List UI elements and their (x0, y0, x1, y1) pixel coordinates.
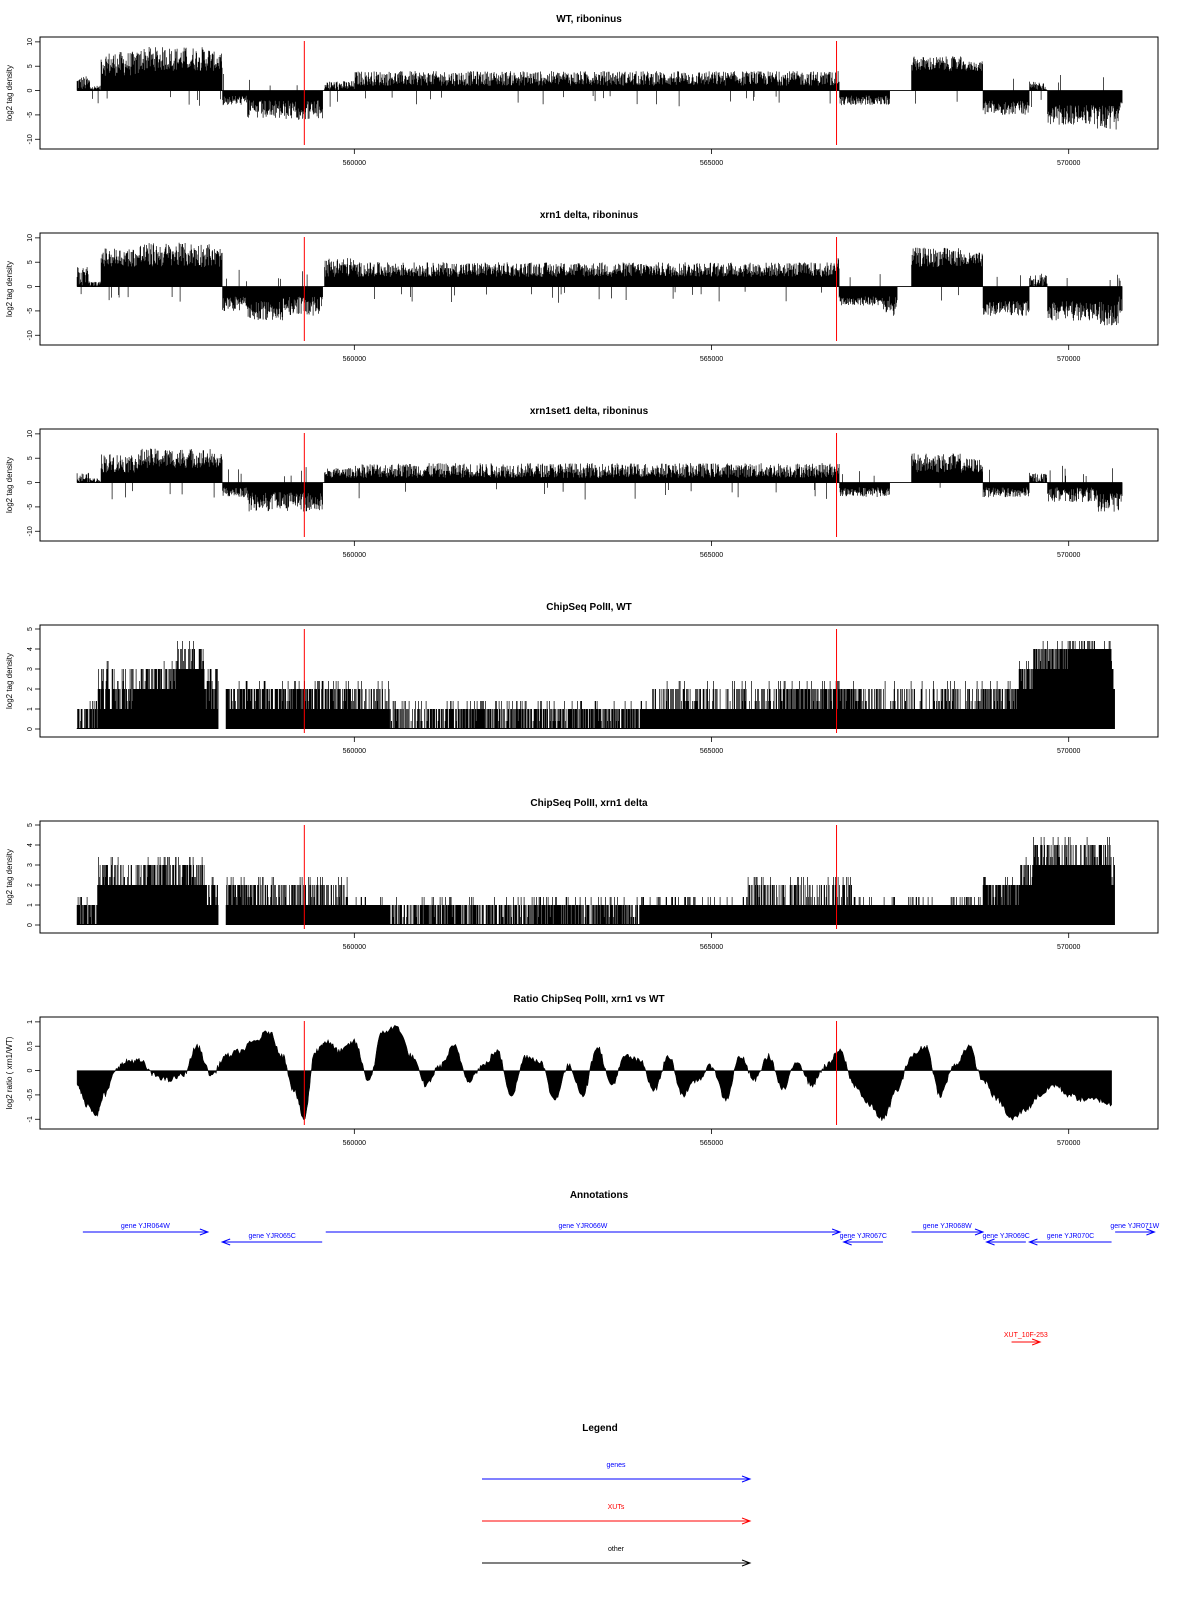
signal-bars (77, 449, 1122, 512)
chart-title: xrn1 delta, riboninus (539, 210, 639, 221)
x-tick-label: 565000 (699, 356, 724, 363)
gene-label: gene YJR067C (839, 1233, 887, 1240)
y-tick-label: 1 (27, 707, 34, 711)
x-tick-label: 565000 (699, 1140, 724, 1147)
series-data (77, 449, 1122, 512)
gene-label: gene YJR064W (120, 1223, 170, 1230)
annotations-panel (83, 1190, 1160, 1345)
chart-title: WT, riboninus (556, 14, 622, 25)
y-axis-label: log2 tag density (5, 64, 14, 122)
xut-feature (1004, 1332, 1048, 1345)
y-tick-label: 2 (27, 687, 34, 691)
y-axis (27, 38, 40, 144)
x-axis (343, 541, 1081, 559)
y-tick-label: 0 (27, 88, 34, 93)
gene-label: gene YJR070C (1046, 1233, 1095, 1240)
y-axis (27, 823, 40, 927)
y-axis (27, 1020, 40, 1123)
signal-bars (77, 47, 1122, 130)
y-tick-label: 4 (27, 843, 34, 847)
series-data (77, 641, 1115, 729)
chart-title: Ratio ChipSeq PolII, xrn1 vs WT (513, 994, 665, 1005)
gene-label: gene YJR071W (1110, 1223, 1160, 1230)
chart-panel-4 (5, 602, 1158, 755)
y-tick-label: -5 (27, 503, 34, 511)
y-tick-label: -10 (27, 526, 34, 537)
ratio-area (77, 1025, 1112, 1121)
chart-panel-3 (5, 406, 1158, 559)
gene-label: gene YJR069C (982, 1233, 1030, 1240)
x-tick-label: 570000 (1057, 160, 1081, 167)
y-tick-label: 0.5 (27, 1041, 34, 1052)
y-tick-label: 5 (27, 64, 34, 69)
y-axis-label: log2 tag density (5, 652, 14, 710)
x-tick-label: 560000 (342, 944, 367, 951)
y-tick-label: 1 (27, 1019, 34, 1024)
gene-feature (326, 1223, 840, 1235)
x-tick-label: 560000 (342, 748, 367, 755)
gene-feature (983, 1233, 1030, 1245)
x-tick-label: 570000 (1057, 748, 1081, 755)
legend-label: other (608, 1546, 624, 1553)
x-tick-label: 570000 (1057, 1140, 1081, 1147)
gene-label: gene YJR068W (922, 1223, 972, 1230)
y-tick-label: 0 (27, 284, 34, 289)
y-tick-label: 2 (27, 883, 34, 887)
y-tick-label: 5 (27, 823, 34, 827)
y-axis-label: log2 tag density (5, 456, 14, 514)
y-tick-label: 5 (27, 260, 34, 265)
xut-label: XUT_10F-253 (1003, 1332, 1048, 1339)
annotations-title: Annotations (569, 1190, 629, 1201)
gene-feature (222, 1233, 322, 1245)
legend-item (482, 1504, 750, 1524)
y-axis (27, 430, 40, 536)
legend-item (482, 1462, 750, 1482)
signal-bars (77, 641, 1115, 729)
signal-bars (77, 243, 1122, 325)
chart-title: ChipSeq PolII, WT (546, 602, 632, 613)
y-axis (27, 234, 40, 340)
x-tick-label: 570000 (1057, 944, 1081, 951)
y-tick-label: -10 (27, 134, 34, 145)
legend-label: XUTs (607, 1504, 625, 1511)
y-tick-label: 5 (27, 456, 34, 461)
legend-title: Legend (582, 1423, 618, 1434)
y-axis-label: log2 tag density (5, 848, 14, 906)
y-tick-label: -0.5 (27, 1088, 34, 1101)
gene-feature (1110, 1223, 1159, 1235)
series-data (77, 837, 1115, 925)
x-tick-label: 560000 (342, 552, 367, 559)
y-tick-label: 10 (27, 233, 34, 242)
x-tick-label: 565000 (699, 748, 724, 755)
chart-title: ChipSeq PolII, xrn1 delta (530, 798, 648, 809)
series-data (77, 243, 1122, 325)
gene-feature (1029, 1233, 1111, 1245)
chart-panel-2 (5, 210, 1158, 363)
y-axis-label: log2 tag density (5, 260, 14, 318)
gene-feature (912, 1223, 983, 1235)
chart-panel-5 (5, 798, 1158, 951)
x-tick-label: 565000 (699, 552, 724, 559)
y-tick-label: -5 (27, 307, 34, 315)
y-tick-label: -10 (27, 330, 34, 341)
y-tick-label: 5 (27, 627, 34, 631)
y-tick-label: 10 (27, 429, 34, 438)
y-tick-label: 0 (27, 480, 34, 485)
legend (482, 1423, 750, 1566)
x-axis (343, 1129, 1081, 1147)
chart-panel-6 (5, 994, 1158, 1147)
x-tick-label: 570000 (1057, 356, 1081, 363)
gene-feature (83, 1223, 208, 1235)
legend-label: genes (606, 1462, 626, 1469)
y-tick-label: 1 (27, 903, 34, 907)
x-tick-label: 570000 (1057, 552, 1081, 559)
gene-label: gene YJR066W (558, 1223, 608, 1230)
x-tick-label: 565000 (699, 160, 724, 167)
x-tick-label: 560000 (342, 160, 367, 167)
y-tick-label: 3 (27, 863, 34, 867)
y-tick-label: 0 (27, 727, 34, 731)
x-tick-label: 560000 (342, 356, 367, 363)
x-axis (343, 345, 1081, 363)
chart-panel-1 (5, 14, 1158, 167)
y-tick-label: -5 (27, 111, 34, 119)
y-tick-label: 10 (27, 37, 34, 46)
y-tick-label: 3 (27, 667, 34, 671)
series-data (77, 1025, 1112, 1121)
gene-feature (840, 1233, 887, 1245)
y-axis (27, 627, 40, 731)
x-axis (343, 737, 1081, 755)
gene-label: gene YJR065C (248, 1233, 296, 1240)
y-tick-label: 4 (27, 647, 34, 651)
y-axis-label: log2 ratio ( xrn1/WT) (5, 1036, 14, 1110)
chart-title: xrn1set1 delta, riboninus (529, 406, 649, 417)
y-tick-label: 0 (27, 1068, 34, 1073)
y-tick-label: 0 (27, 923, 34, 927)
y-tick-label: -1 (27, 1116, 34, 1123)
x-axis (343, 933, 1081, 951)
series-data (77, 47, 1122, 130)
legend-item (482, 1546, 750, 1566)
signal-bars (77, 837, 1115, 925)
x-tick-label: 565000 (699, 944, 724, 951)
x-axis (343, 149, 1081, 167)
x-tick-label: 560000 (342, 1140, 367, 1147)
